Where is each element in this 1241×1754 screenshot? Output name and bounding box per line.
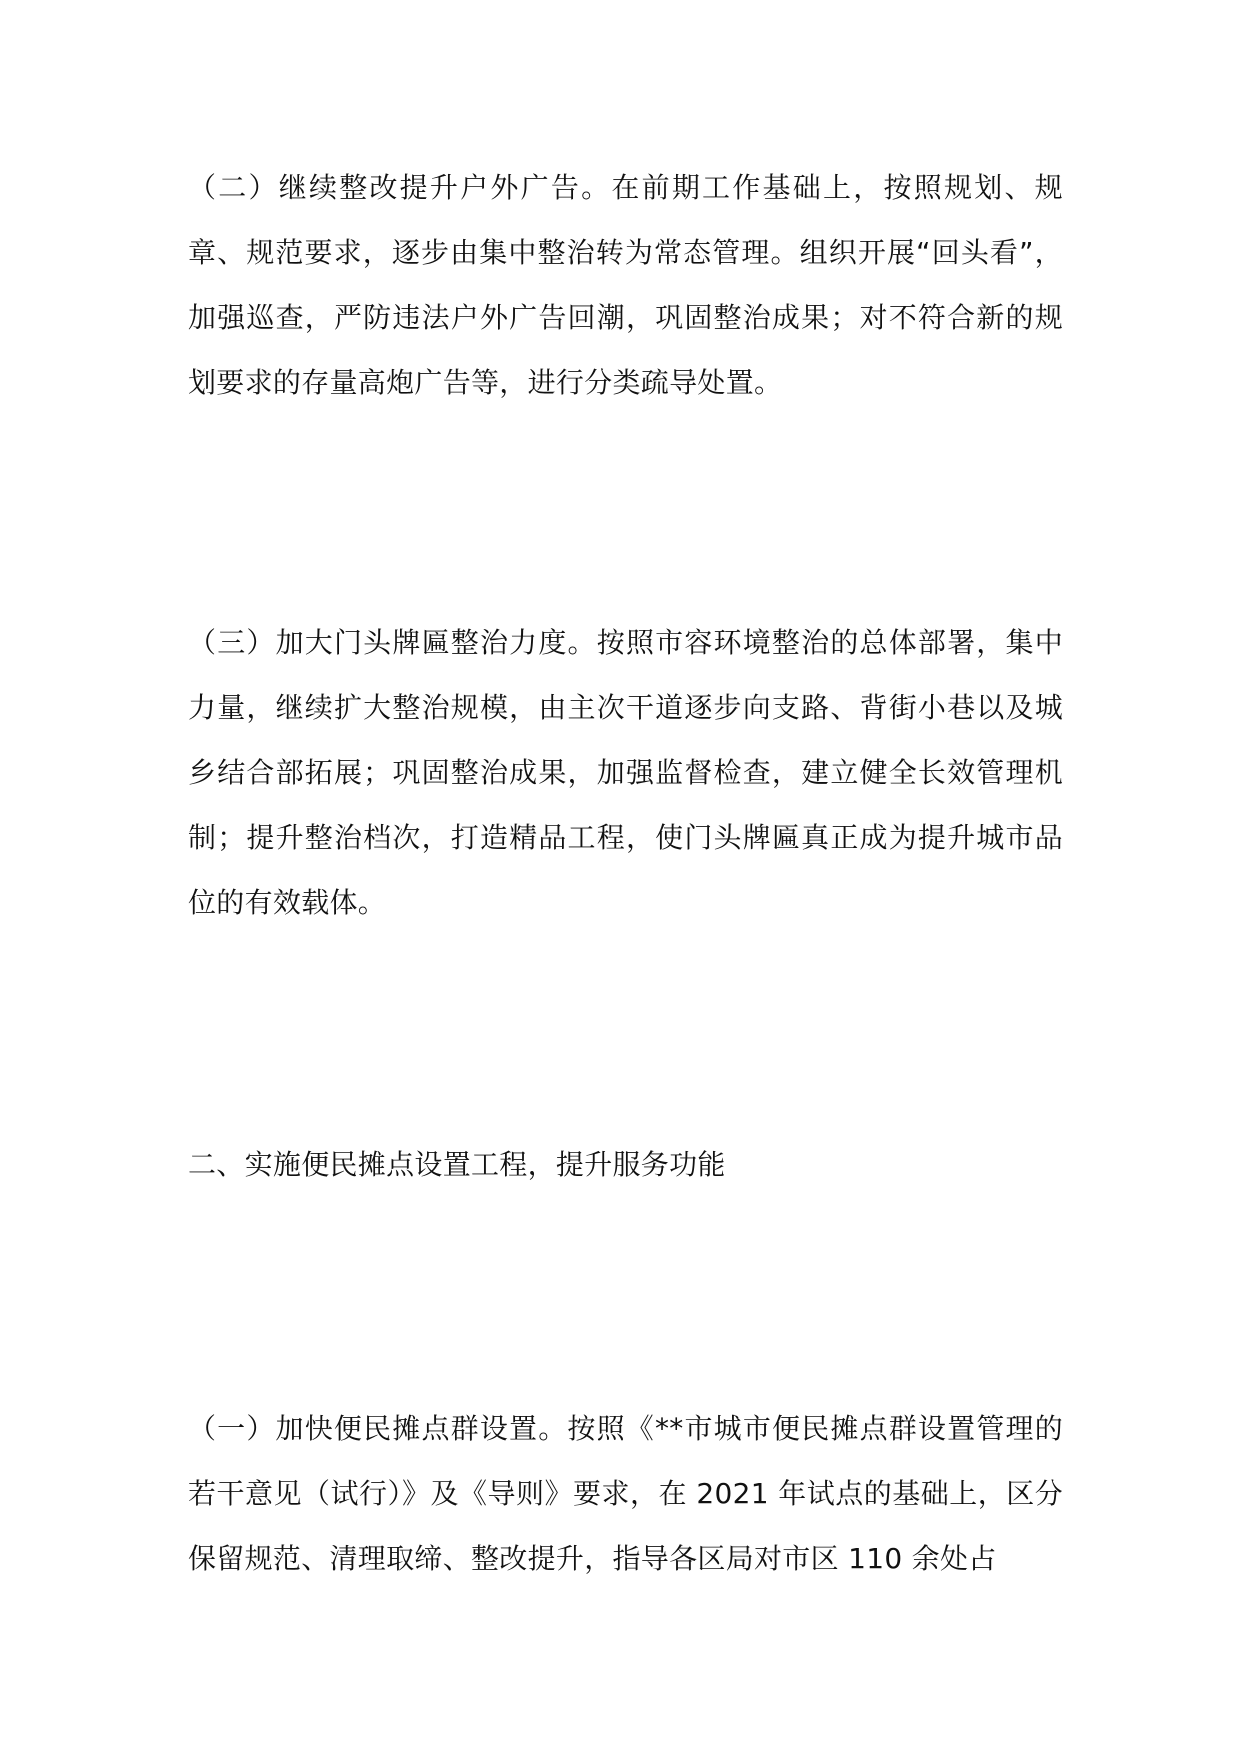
paragraph-outdoor-advertising: （二）继续整改提升户外广告。在前期工作基础上，按照规划、规章、规范要求，逐步由集中整治转为常态管理。组织开展“回头看”，加强巡查，严防违法户外广告回潮，巩固整治成果；对不符合新的规划要求的存量高炮广告等，进行分类疏导处置。 xyxy=(188,171,1063,399)
section-heading-vendor-stalls: 二、实施便民摊点设置工程，提升服务功能 xyxy=(188,1148,726,1181)
paragraph-vendor-stall-groups: （一）加快便民摊点群设置。按照《**市城市便民摊点群设置管理的若干意见（试行）》及《导则》要求，在 2021 年试点的基础上，区分保留规范、清理取缔、整改提升，指导各区局对市区 110 余处占 xyxy=(188,1412,1063,1575)
paragraph-shop-signboards: （三）加大门头牌匾整治力度。按照市容环境整治的总体部署，集中力量，继续扩大整治规模，由主次干道逐步向支路、背街小巷以及城乡结合部拓展；巩固整治成果，加强监督检查，建立健全长效管理机制；提升整治档次，打造精品工程，使门头牌匾真正成为提升城市品位的有效载体。 xyxy=(188,626,1063,919)
